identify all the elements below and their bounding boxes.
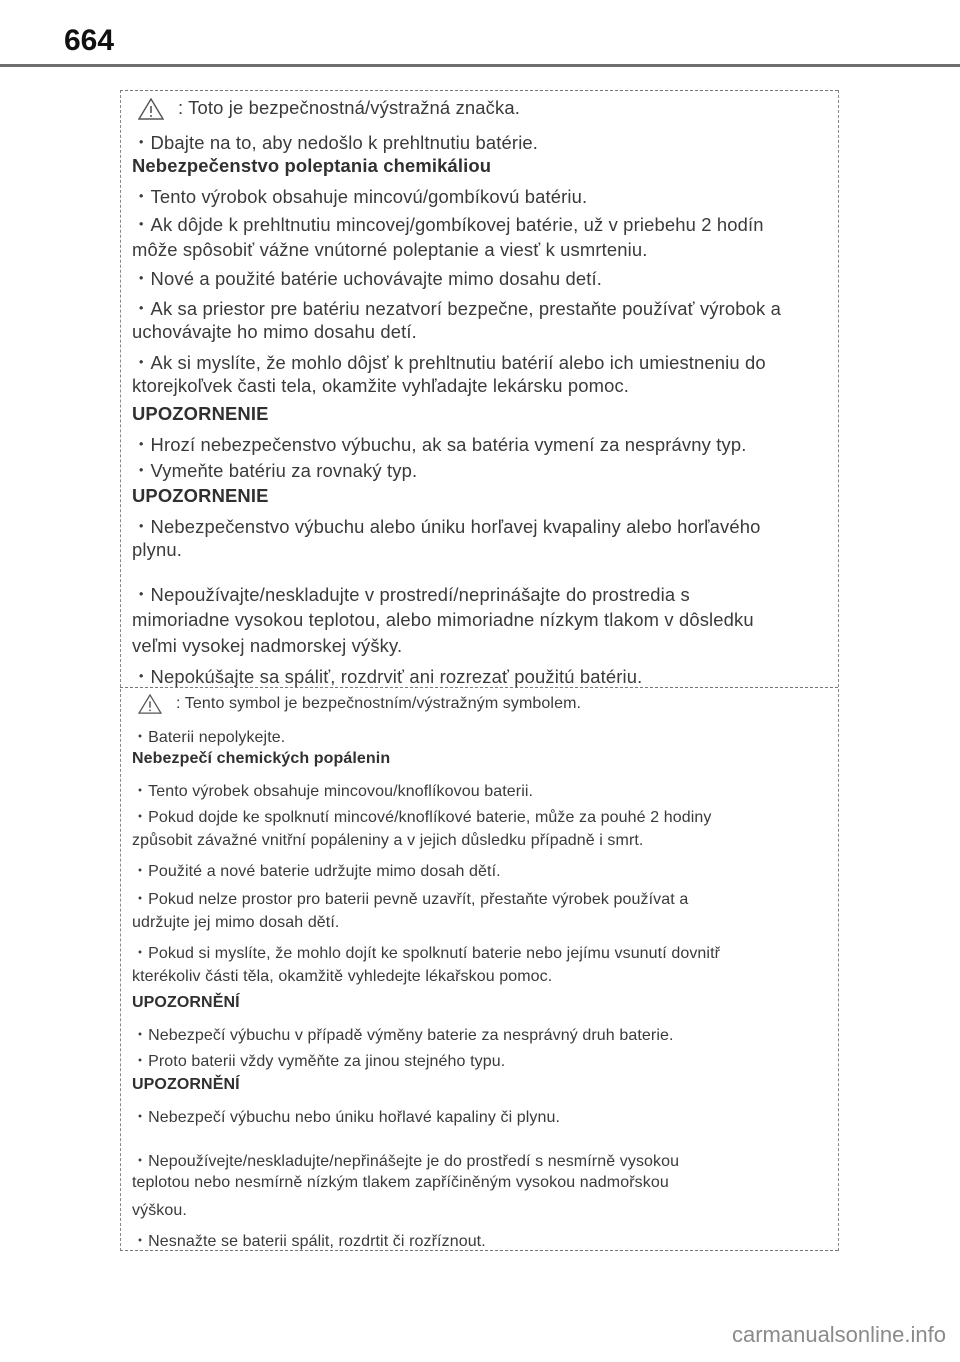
sk-line: ・Ak sa priestor pre batériu nezatvorí bezpečne, prestaňte používať výrobok a bbox=[132, 298, 782, 319]
box-right-border bbox=[838, 90, 840, 1251]
cz-line: ・Nebezpečí výbuchu v případě výměny baterie za nesprávný druh baterie. bbox=[132, 1027, 674, 1044]
cz-line: ・Baterii nepolykejte. bbox=[132, 729, 286, 746]
warning-triangle-icon bbox=[138, 694, 162, 714]
sk-line: mimoriadne vysokou teplotou, alebo mimoriadne nízkym tlakom v dôsledku bbox=[132, 609, 754, 630]
cz-line: ・Nebezpečí výbuchu nebo úniku hořlavé kapaliny či plynu. bbox=[132, 1109, 561, 1126]
cz-line: ・Použité a nové baterie udržujte mimo dosah dětí. bbox=[132, 863, 501, 880]
cz-heading: UPOZORNĚNÍ bbox=[132, 994, 240, 1011]
cz-line: ・Nesnažte se baterii spálit, rozdrtit či rozříznout. bbox=[132, 1233, 486, 1250]
sk-line: ・Nové a použité batérie uchovávajte mimo dosahu detí. bbox=[132, 268, 603, 289]
cz-line: ・Tento výrobek obsahuje mincovou/knoflíkovou baterii. bbox=[132, 783, 534, 800]
sk-line: ・Nepoužívajte/neskladujte v prostredí/neprinášajte do prostredia s bbox=[132, 584, 690, 605]
sk-heading: Nebezpečenstvo poleptania chemikáliou bbox=[132, 155, 492, 176]
sk-warning-header bbox=[132, 97, 520, 120]
cz-line: ・Pokud dojde ke spolknutí mincové/knoflíkové baterie, může za pouhé 2 hodiny bbox=[132, 809, 712, 826]
sk-line: ・Ak si myslíte, že mohlo dôjsť k prehltnutiu batérií alebo ich umiestneniu do bbox=[132, 352, 766, 373]
cz-title: : Tento symbol je bezpečnostním/výstražným symbolem. bbox=[176, 695, 582, 713]
warning-box-slovak bbox=[120, 90, 838, 688]
cz-line: ・Proto baterii vždy vyměňte za jinou stejného typu. bbox=[132, 1053, 506, 1070]
cz-line: ・Pokud si myslíte, že mohlo dojít ke spolknutí baterie nebo jejímu vsunutí dovnitř bbox=[132, 945, 721, 962]
sk-line: ・Hrozí nebezpečenstvo výbuchu, ak sa batéria vymení za nesprávny typ. bbox=[132, 434, 747, 455]
header-rule bbox=[0, 64, 960, 67]
cz-warning-header bbox=[132, 694, 581, 714]
sk-line: ・Nebezpečenstvo výbuchu alebo úniku horľavej kvapaliny alebo horľavého bbox=[132, 516, 761, 537]
cz-line: výškou. bbox=[132, 1202, 187, 1219]
sk-line: veľmi vysokej nadmorskej výšky. bbox=[132, 635, 403, 656]
sk-heading: UPOZORNENIE bbox=[132, 403, 269, 424]
page-number: 664 bbox=[64, 24, 115, 57]
watermark: carmanualsonline.info bbox=[731, 1322, 946, 1347]
sk-line: ・Nepokúšajte sa spáliť, rozdrviť ani rozrezať použitú batériu. bbox=[132, 666, 643, 687]
sk-title: : Toto je bezpečnostná/výstražná značka. bbox=[178, 97, 520, 118]
cz-line: ・Nepoužívejte/neskladujte/nepřinášejte je do prostředí s nesmírně vysokou bbox=[132, 1153, 680, 1170]
cz-line: udržujte jej mimo dosah dětí. bbox=[132, 914, 340, 931]
cz-line: způsobit závažné vnitřní popáleniny a v jejich důsledku případně i smrt. bbox=[132, 832, 644, 849]
cz-heading: Nebezpečí chemických popálenin bbox=[132, 750, 391, 767]
cz-line: teplotou nebo nesmírně nízkým tlakem zapříčiněným vysokou nadmořskou bbox=[132, 1174, 669, 1191]
warning-box-czech bbox=[120, 688, 838, 1251]
sk-line: plynu. bbox=[132, 539, 182, 560]
sk-line: ktorejkoľvek časti tela, okamžite vyhľadajte lekársku pomoc. bbox=[132, 375, 630, 396]
warning-triangle-icon bbox=[138, 98, 164, 120]
sk-line: ・Vymeňte batériu za rovnaký typ. bbox=[132, 460, 418, 481]
sk-heading: UPOZORNENIE bbox=[132, 485, 269, 506]
sk-line: môže spôsobiť vážne vnútorné poleptanie a viesť k usmrteniu. bbox=[132, 239, 648, 260]
cz-line: kterékoliv části těla, okamžitě vyhledejte lékařskou pomoc. bbox=[132, 968, 553, 985]
cz-heading: UPOZORNĚNÍ bbox=[132, 1076, 240, 1093]
sk-line: ・Tento výrobok obsahuje mincovú/gombíkovú batériu. bbox=[132, 186, 588, 207]
cz-line: ・Pokud nelze prostor pro baterii pevně uzavřít, přestaňte výrobek používat a bbox=[132, 891, 689, 908]
sk-line: uchovávajte ho mimo dosahu detí. bbox=[132, 321, 417, 342]
sk-line: ・Ak dôjde k prehltnutiu mincovej/gombíkovej batérie, už v priebehu 2 hodín bbox=[132, 214, 764, 235]
sk-line: ・Dbajte na to, aby nedošlo k prehltnutiu batérie. bbox=[132, 132, 539, 153]
